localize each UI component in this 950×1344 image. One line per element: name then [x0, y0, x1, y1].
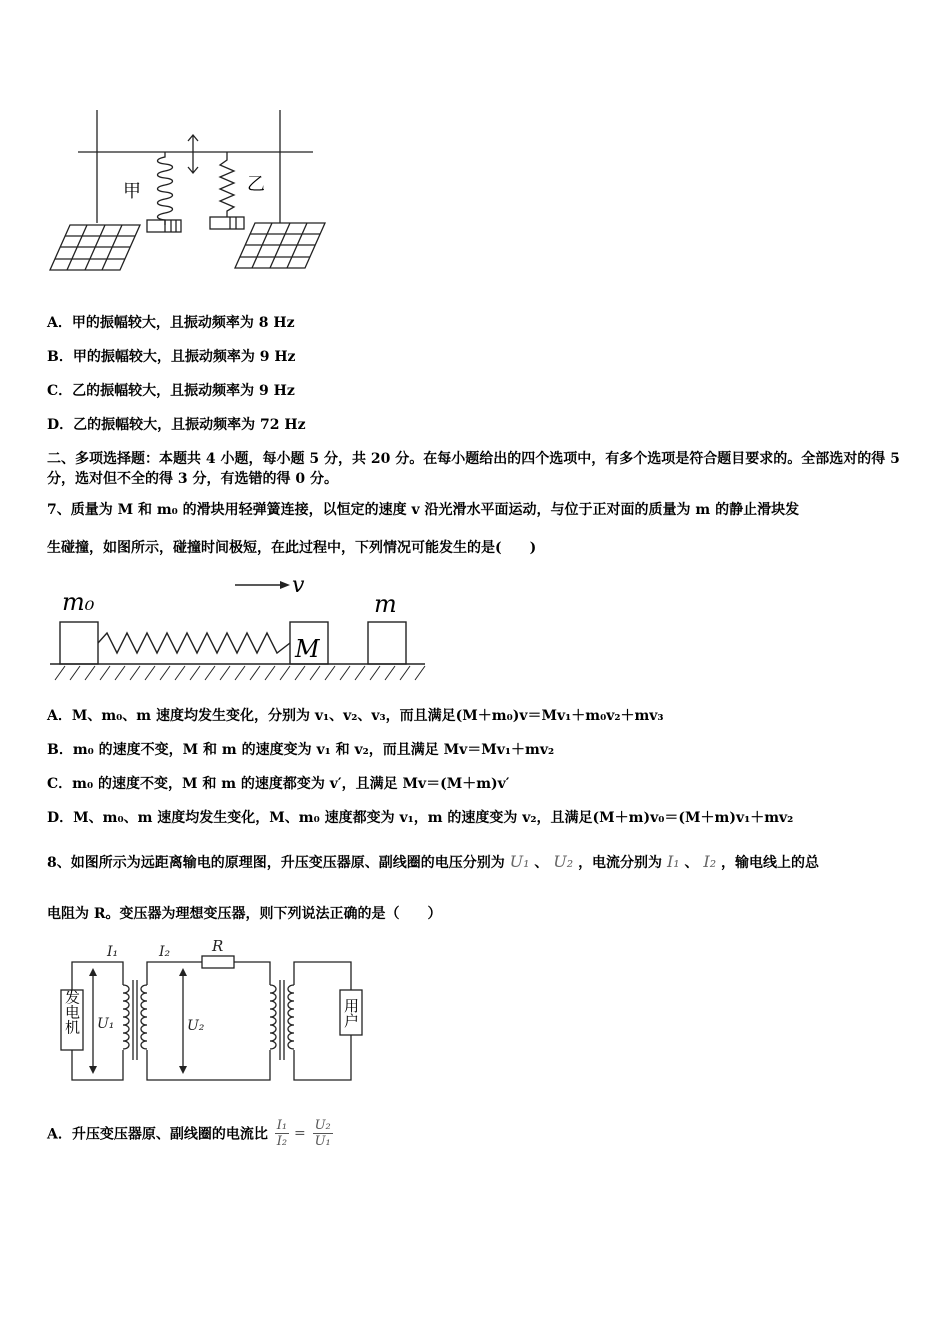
q6-option-d[interactable]: D．乙的振幅较大，且振动频率为 72 Hz [47, 417, 306, 433]
label-u1: U₁ [97, 1016, 115, 1032]
separator-2: 、 [684, 855, 699, 871]
q8-stem-part-3: ，输电线上的总 [721, 855, 820, 871]
label-r: R [212, 940, 224, 955]
q7-option-a[interactable]: A．M、m₀、m 速度均发生变化，分别为 v₁、v₂、v₃，而且满足(M＋m₀)v＝Mv₁＋m₀v₂＋mv₃ [47, 708, 664, 724]
q8-stem-part-2: ，电流分别为 [578, 855, 663, 871]
fraction-i1-over-i2 [275, 1118, 289, 1149]
label-M: M [295, 635, 320, 663]
label-generator: 发电机 [63, 989, 81, 1035]
frac-left-den: I₂ [276, 1134, 288, 1149]
label-yi: 乙 [247, 174, 265, 195]
symbol-i2: I₂ [703, 852, 717, 871]
frac-left-num: I₁ [276, 1118, 288, 1133]
q7-stem-line-2: 生碰撞，如图所示，碰撞时间极短，在此过程中，下列情况可能发生的是( ) [47, 540, 537, 556]
q8-option-a-text: A．升压变压器原、副线圈的电流比 [47, 1126, 268, 1143]
q6-option-c[interactable]: C．乙的振幅较大，且振动频率为 9 Hz [47, 383, 295, 399]
q7-option-c[interactable]: C．m₀ 的速度不变，M 和 m 的速度都变为 v′，且满足 Mv＝(M＋m)v′ [47, 776, 510, 792]
spring-oscillator-figure [45, 105, 335, 280]
q7-option-d[interactable]: D．M、m₀、m 速度均发生变化，M、m₀ 速度都变为 v₁，m 的速度变为 v₂，且满足(M＋m)v₀＝(M＋m)v₁＋mv₂ [47, 810, 794, 826]
frac-right-den: U₁ [314, 1134, 331, 1149]
q8-option-a[interactable] [47, 1118, 333, 1149]
collision-figure [45, 570, 430, 685]
label-user: 用户 [342, 998, 360, 1028]
symbol-i1: I₁ [666, 852, 680, 871]
equals-sign: = [293, 1125, 306, 1142]
q6-option-a[interactable]: A．甲的振幅较大，且振动频率为 8 Hz [47, 315, 295, 331]
label-m0: m₀ [62, 588, 95, 616]
label-i2: I₂ [159, 944, 171, 960]
label-v: v [292, 573, 305, 598]
label-jia: 甲 [123, 181, 141, 202]
q7-option-b[interactable]: B．m₀ 的速度不变，M 和 m 的速度变为 v₁ 和 v₂，而且满足 Mv＝Mv₁＋mv₂ [47, 742, 555, 758]
frac-right-num: U₂ [314, 1118, 331, 1133]
label-m: m [374, 590, 397, 618]
symbol-u2: U₂ [553, 852, 574, 871]
q7-stem-line-1: 7、质量为 M 和 m₀ 的滑块用轻弹簧连接，以恒定的速度 v 沿光滑水平面运动，与位于正对面的质量为 m 的静止滑块发 [47, 502, 800, 518]
symbol-u1: U₁ [509, 852, 530, 871]
q8-stem-part-1: 8、如图所示为远距离输电的原理图，升压变压器原、副线圈的电压分别为 [47, 855, 505, 871]
section-2-heading: 二、多项选择题：本题共 4 小题，每小题 5 分，共 20 分。在每小题给出的四个选项中，有多个选项是符合题目要求的。全部选对的得 5 分，选对但不全的得 3 分，有选错的得 0 分。 [47, 451, 900, 487]
q8-stem-line-1 [47, 852, 819, 872]
label-i1: I₁ [107, 944, 119, 960]
transmission-circuit-figure [55, 940, 365, 1085]
fraction-u2-over-u1 [313, 1118, 333, 1149]
q8-stem-line-2: 电阻为 R。变压器为理想变压器，则下列说法正确的是（ ） [47, 906, 442, 922]
q6-option-b[interactable]: B．甲的振幅较大，且振动频率为 9 Hz [47, 349, 296, 365]
label-u2: U₂ [187, 1018, 205, 1034]
separator-1: 、 [534, 855, 549, 871]
